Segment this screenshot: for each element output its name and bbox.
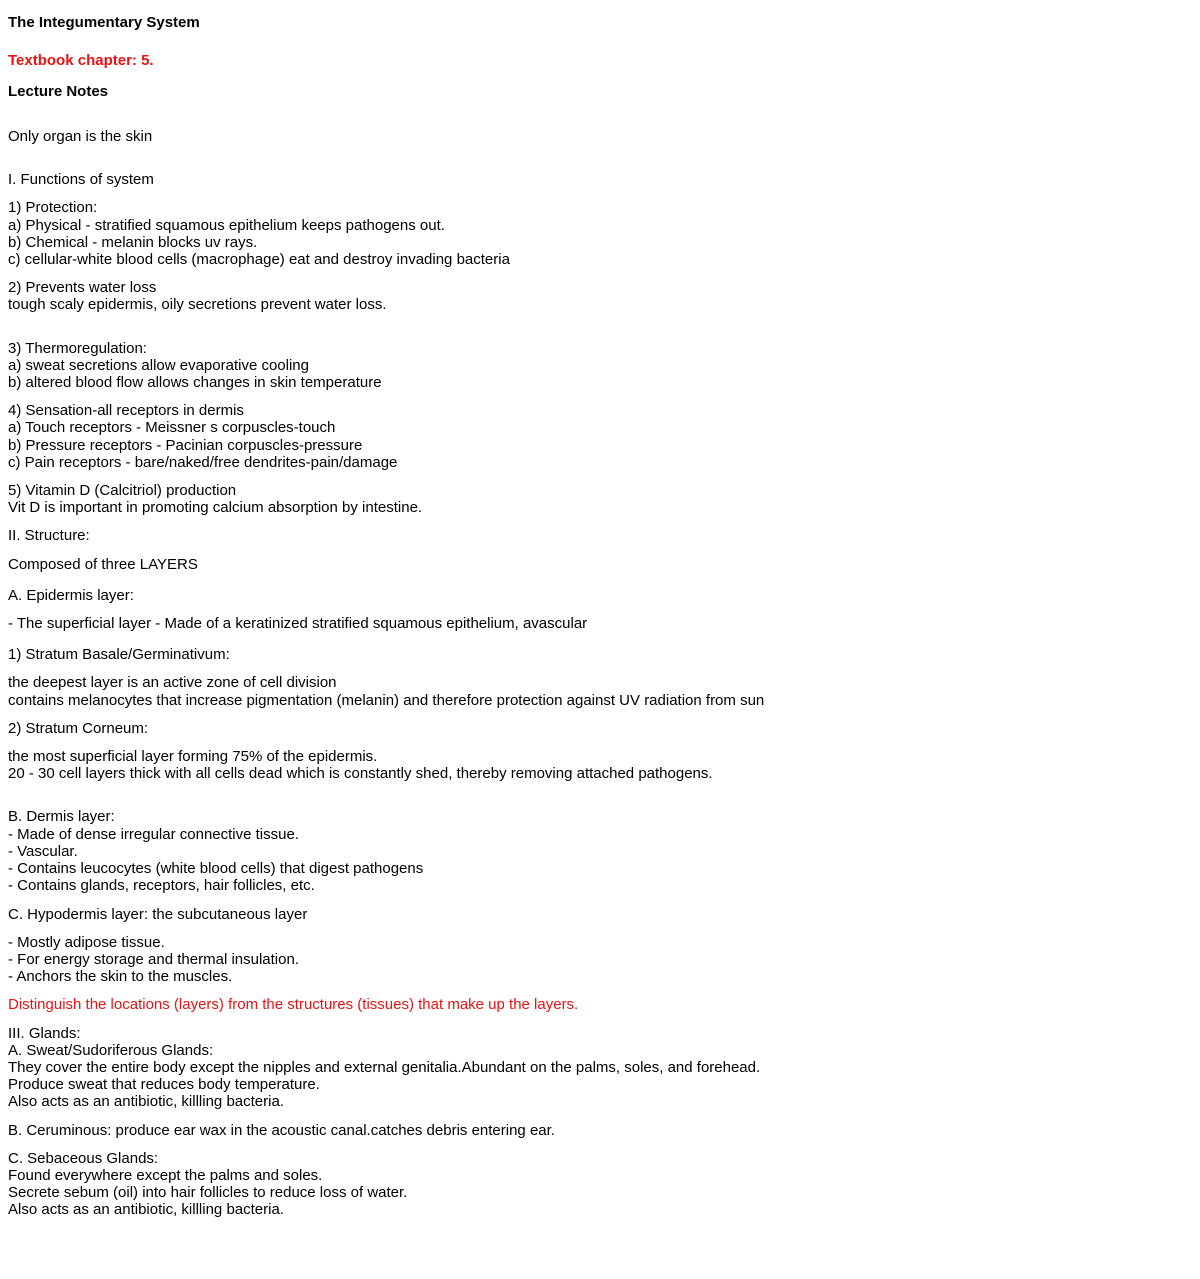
water-loss-heading: 2) Prevents water loss — [8, 279, 157, 297]
sweat-glands-section — [8, 1025, 1192, 1111]
sebaceous-glands-line-3: Also acts as an antibiotic, killling bacteria. — [8, 1201, 284, 1219]
sweat-glands-line-2: Produce sweat that reduces body temperature. — [8, 1076, 320, 1094]
dermis-section — [8, 808, 1192, 894]
vitamin-d-text: Vit D is important in promoting calcium absorption by intestine. — [8, 499, 423, 517]
thermoregulation-sweat: a) sweat secretions allow evaporative cooling — [8, 356, 309, 374]
epidermis-heading: A. Epidermis layer: — [8, 586, 134, 604]
vitamin-d-section — [8, 482, 1192, 516]
functions-heading: I. Functions of system — [8, 171, 154, 189]
stratum-corneum-line-2: 20 - 30 cell layers thick with all cells dead which is constantly shed, thereby removing attached pathogens. — [8, 765, 713, 783]
stratum-basale-section — [8, 674, 1192, 708]
sensation-section — [8, 402, 1192, 471]
protection-chemical: b) Chemical - melanin blocks uv rays. — [8, 233, 258, 251]
dermis-line-1: - Made of dense irregular connective tissue. — [8, 825, 299, 843]
intro-text: Only organ is the skin — [8, 128, 153, 145]
hypodermis-section — [8, 934, 1192, 986]
structure-heading: II. Structure: — [8, 527, 90, 545]
hypodermis-line-3: - Anchors the skin to the muscles. — [8, 968, 233, 986]
chapter-reference: Textbook chapter: 5. — [8, 52, 154, 69]
stratum-corneum-line-1: the most superficial layer forming 75% of the epidermis. — [8, 748, 378, 766]
page-title: The Integumentary System — [8, 14, 200, 31]
stratum-corneum-heading: 2) Stratum Corneum: — [8, 719, 149, 737]
glands-heading: III. Glands: — [8, 1024, 81, 1042]
stratum-basale-line-2: contains melanocytes that increase pigmentation (melanin) and therefore protection against UV radiation from sun — [8, 691, 765, 709]
stratum-basale-line-1: the deepest layer is an active zone of cell division — [8, 674, 337, 692]
sebaceous-glands-line-1: Found everywhere except the palms and soles. — [8, 1166, 323, 1184]
epidermis-description: - The superficial layer - Made of a keratinized stratified squamous epithelium, avascular — [8, 615, 588, 633]
dermis-heading: B. Dermis layer: — [8, 808, 115, 826]
protection-physical: a) Physical - stratified squamous epithelium keeps pathogens out. — [8, 216, 445, 234]
stratum-corneum-section — [8, 748, 1192, 782]
sweat-glands-heading: A. Sweat/Sudoriferous Glands: — [8, 1041, 214, 1059]
sensation-pain: c) Pain receptors - bare/naked/free dendrites-pain/damage — [8, 453, 398, 471]
composed-text: Composed of three LAYERS — [8, 555, 198, 573]
protection-heading: 1) Protection: — [8, 199, 98, 217]
thermoregulation-heading: 3) Thermoregulation: — [8, 339, 147, 357]
dermis-line-4: - Contains glands, receptors, hair follicles, etc. — [8, 877, 315, 895]
dermis-line-3: - Contains leucocytes (white blood cells) that digest pathogens — [8, 860, 424, 878]
sebaceous-glands-line-2: Secrete sebum (oil) into hair follicles to reduce loss of water. — [8, 1184, 408, 1202]
water-loss-text: tough scaly epidermis, oily secretions prevent water loss. — [8, 296, 387, 314]
hypodermis-line-2: - For energy storage and thermal insulation. — [8, 950, 299, 968]
sensation-heading: 4) Sensation-all receptors in dermis — [8, 402, 244, 420]
lecture-notes-heading: Lecture Notes — [8, 83, 109, 100]
sensation-pressure: b) Pressure receptors - Pacinian corpuscles-pressure — [8, 436, 363, 454]
water-loss-section — [8, 279, 1192, 313]
lecture-document — [0, 14, 1200, 1219]
protection-section — [8, 199, 1192, 268]
hypodermis-heading: C. Hypodermis layer: the subcutaneous layer — [8, 905, 308, 923]
stratum-basale-heading: 1) Stratum Basale/Germinativum: — [8, 646, 230, 664]
sweat-glands-line-3: Also acts as an antibiotic, killling bacteria. — [8, 1093, 284, 1111]
sweat-glands-line-1: They cover the entire body except the nipples and external genitalia.Abundant on the palms, soles, and forehead. — [8, 1058, 761, 1076]
vitamin-d-heading: 5) Vitamin D (Calcitriol) production — [8, 482, 237, 500]
ceruminous-glands: B. Ceruminous: produce ear wax in the acoustic canal.catches debris entering ear. — [8, 1121, 555, 1139]
sebaceous-glands-heading: C. Sebaceous Glands: — [8, 1149, 159, 1167]
thermoregulation-blood: b) altered blood flow allows changes in skin temperature — [8, 374, 382, 392]
sensation-touch: a) Touch receptors - Meissner s corpuscles-touch — [8, 419, 336, 437]
dermis-line-2: - Vascular. — [8, 842, 78, 860]
sebaceous-glands-section — [8, 1150, 1192, 1219]
layers-note: Distinguish the locations (layers) from the structures (tissues) that make up the layers. — [8, 996, 579, 1014]
protection-cellular: c) cellular-white blood cells (macrophage) eat and destroy invading bacteria — [8, 251, 510, 269]
thermoregulation-section — [8, 340, 1192, 392]
hypodermis-line-1: - Mostly adipose tissue. — [8, 933, 165, 951]
